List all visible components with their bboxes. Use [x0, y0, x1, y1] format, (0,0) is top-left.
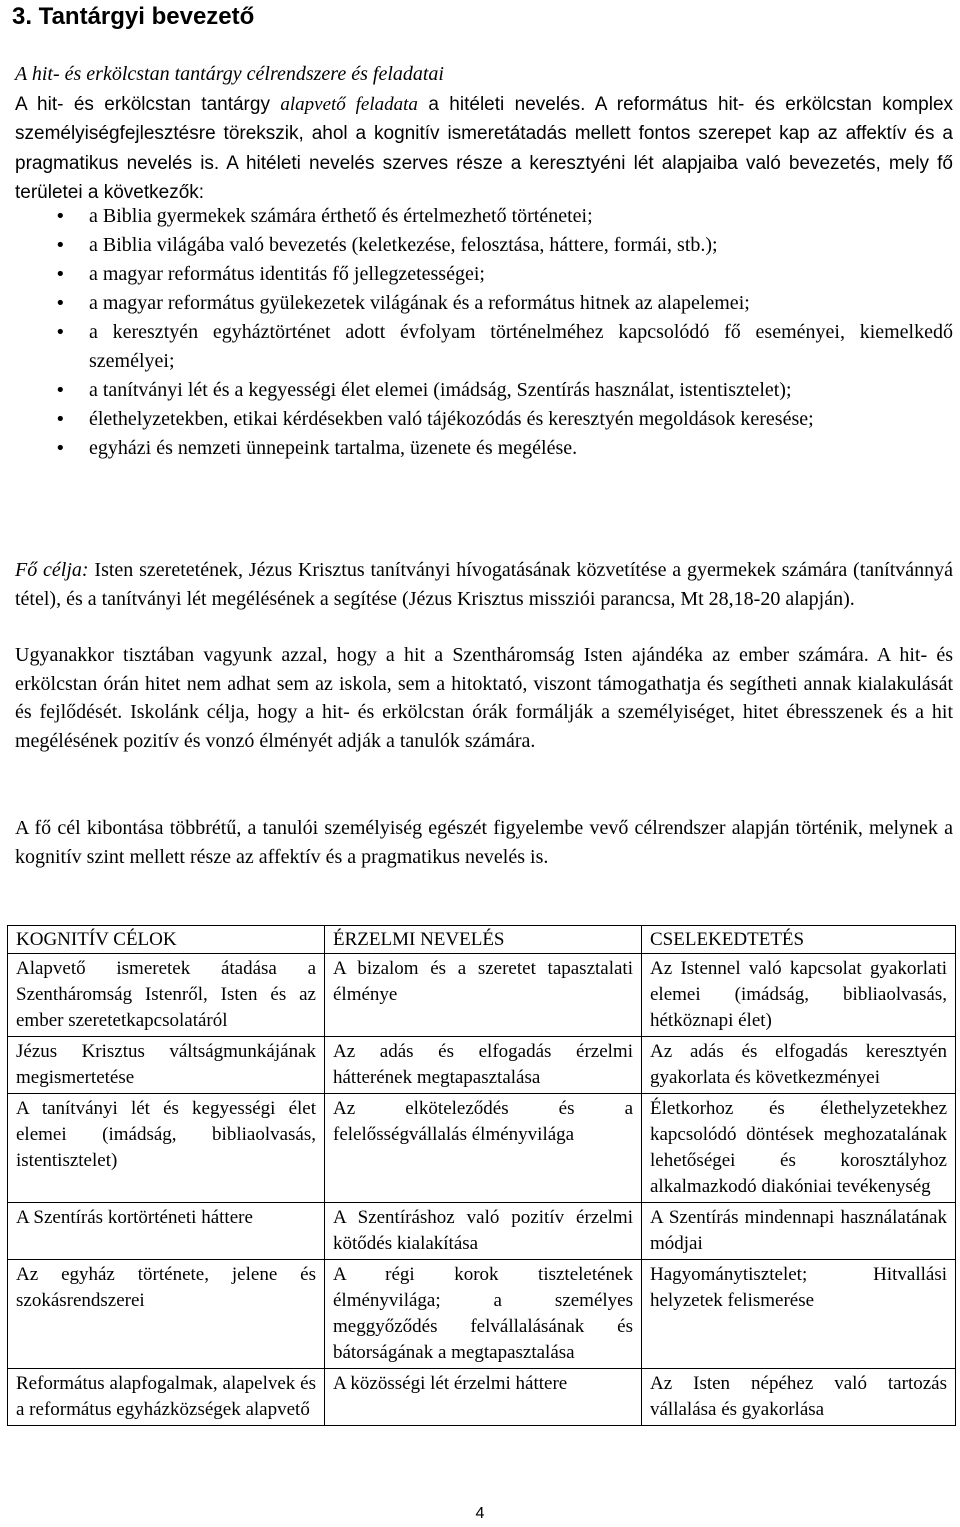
table-cell: Életkorhoz és élethelyzetekhez kapcsolódó döntések meghozatalának lehetőségei és korosztályhoz alkalmazkodó diakóniai tevékenység	[642, 1094, 956, 1203]
table-cell: A Szentíráshoz való pozitív érzelmi kötődés kialakítása	[325, 1203, 642, 1260]
table-cell: Az egyház története, jelene és szokásrendszerei	[8, 1260, 325, 1369]
subtitle: A hit- és erkölcstan tantárgy célrendszere és feladatai	[15, 63, 444, 85]
table-row	[8, 1094, 956, 1203]
table-cell: A Szentírás kortörténeti háttere	[8, 1203, 325, 1260]
table-cell: A tanítványi lét és kegyességi élet elemei (imádság, bibliaolvasás, istentisztelet)	[8, 1094, 325, 1203]
list-item: • a tanítványi lét és a kegyességi élet elemei (imádság, Szentírás használat, istentisztelet);	[15, 376, 953, 405]
table-cell: Az Istennel való kapcsolat gyakorlati elemei (imádság, bibliaolvasás, hétköznapi élet)	[642, 954, 956, 1037]
goal-label: Fő célja:	[15, 559, 89, 581]
table-cell: Az adás és elfogadás érzelmi hátterének megtapasztalása	[325, 1037, 642, 1094]
goal-paragraph	[15, 556, 953, 613]
intro-text	[15, 90, 953, 208]
section-title: 3. Tantárgyi bevezető	[12, 3, 255, 30]
intro-text-rest: a hitéleti nevelés. A református hit- és erkölcstan komplex személyiségfejlesztésre törekszik, ahol a kognitív ismeretátadás mellett fontos szerepet kap az affektív és a pragmatikus nevelés is. A hitéleti nevelés szerves része a keresztyéni lét alapjaiba való bevezetés, mely fő területei a következők:	[15, 93, 954, 203]
table-cell: Jézus Krisztus váltságmunkájának megismertetése	[8, 1037, 325, 1094]
table-row	[8, 1037, 956, 1094]
table-row	[8, 1260, 956, 1369]
table-cell: Alapvető ismeretek átadása a Szentháromság Istenről, Isten és az ember szeretetkapcsolatáról	[8, 954, 325, 1037]
table-header-row	[8, 926, 956, 954]
goal-system-paragraph: A fő cél kibontása többrétű, a tanulói személyiség egészét figyelembe vevő célrendszer alapján történik, melynek a kognitív szint mellett része az affektív és a pragmatikus nevelés is.	[15, 817, 953, 868]
table-cell: A Szentírás mindennapi használatának módjai	[642, 1203, 956, 1260]
header-cognitive: KOGNITÍV CÉLOK	[8, 926, 325, 954]
intro-text-start: A hit- és erkölcstan tantárgy	[15, 93, 281, 115]
list-item: • a magyar református gyülekezetek világának és a református hitnek az alapelemei;	[15, 289, 953, 318]
table-row	[8, 1203, 956, 1260]
table-cell: Az adás és elfogadás keresztyén gyakorlata és következményei	[642, 1037, 956, 1094]
faith-paragraph: Ugyanakkor tisztában vagyunk azzal, hogy a hit a Szentháromság Isten ajándéka az ember számára. A hit- és erkölcstan órán hitet nem adhat sem az iskola, sem a hitoktató, viszont támogathatja és segítheti annak kialakulását és fejlődését. Iskolánk célja, hogy a hit- és erkölcstan órák formálják a személyiséget, hitet ébresszenek és a hit megélésének pozitív és vonzó élményét adják a tanulók számára.	[15, 644, 953, 752]
table-row	[8, 1369, 956, 1426]
header-emotional: ÉRZELMI NEVELÉS	[325, 926, 642, 954]
list-item: • a keresztyén egyháztörténet adott évfolyam történelméhez kapcsolódó fő eseményei, kiemelkedő személyei;	[15, 318, 953, 376]
list-item: • a Biblia gyermekek számára érthető és értelmezhető történetei;	[15, 202, 953, 231]
page-number: 4	[475, 1505, 485, 1522]
list-item: • a magyar református identitás fő jellegzetességei;	[15, 260, 953, 289]
table-cell: Református alapfogalmak, alapelvek és a református egyházközségek alapvető	[8, 1369, 325, 1426]
intro-text-emphasis: alapvető feladata	[280, 93, 418, 115]
table-row	[8, 954, 956, 1037]
table-cell: A bizalom és a szeretet tapasztalati élménye	[325, 954, 642, 1037]
areas-list	[15, 202, 953, 463]
table-cell: A régi korok tiszteletének élményvilága; a személyes meggyőződés felvállalásának és bátorságának a megtapasztalása	[325, 1260, 642, 1369]
table-cell: Az elköteleződés és a felelősségvállalás élményvilága	[325, 1094, 642, 1203]
table-cell: Hagyománytisztelet; Hitvallási helyzetek felismerése	[642, 1260, 956, 1369]
intro-paragraph	[15, 60, 953, 208]
goal-text: Isten szeretetének, Jézus Krisztus tanítványi hívogatásának közvetítése a gyermekek számára (tanítvánnyá tétel), és a tanítványi lét megélésének a segítése (Jézus Krisztus missziói parancsa, Mt 28,18-20 alapján).	[15, 559, 954, 610]
list-item: • egyházi és nemzeti ünnepeink tartalma, üzenete és megélése.	[15, 434, 953, 463]
list-item: • élethelyzetekben, etikai kérdésekben való tájékozódás és keresztyén megoldások keresése;	[15, 405, 953, 434]
list-item: • a Biblia világába való bevezetés (keletkezése, felosztása, háttere, formái, stb.);	[15, 231, 953, 260]
table-cell: A közösségi lét érzelmi háttere	[325, 1369, 642, 1426]
table-cell: Az Isten népéhez való tartozás vállalása és gyakorlása	[642, 1369, 956, 1426]
header-action: CSELEKEDTETÉS	[642, 926, 956, 954]
goals-table	[7, 925, 956, 1426]
